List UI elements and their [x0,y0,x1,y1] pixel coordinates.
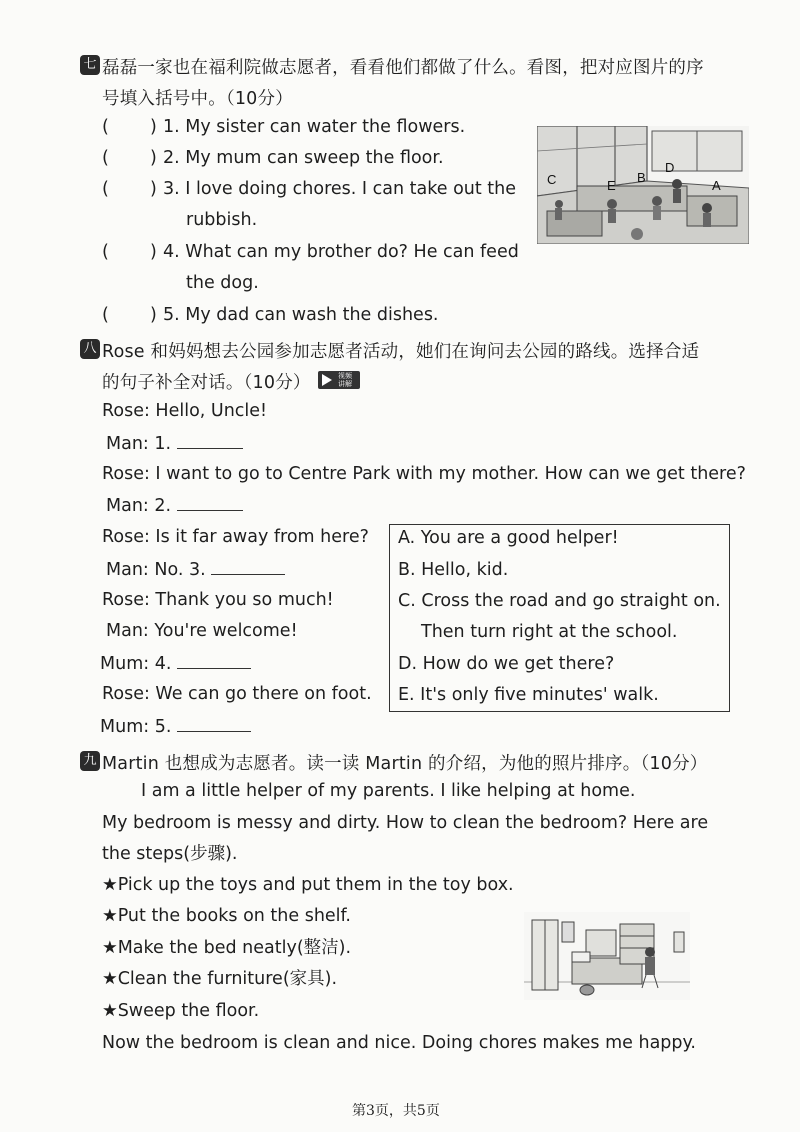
dialogue-line-4: Man: 2. [106,494,243,517]
dialogue-line-3: Rose: I want to go to Centre Park with my mother. How can we get there? [102,464,746,484]
passage-closing: Now the bedroom is clean and nice. Doing chores makes me happy. [102,1033,696,1053]
answer-blank-3[interactable] [211,558,285,575]
page-footer: 第3页，共5页 [352,1103,440,1119]
item-3-cont: rubbish. [186,210,258,230]
section-9-title: Martin 也想成为志愿者。读一读 Martin 的介绍，为他的照片排序。（10分） [102,754,708,774]
picture-label-a: A [712,178,721,193]
option-c: C. Cross the road and go straight on. [398,591,721,611]
item-5: 5. My dad can wash the dishes. [163,305,439,325]
option-b: B. Hello, kid. [398,560,509,580]
section-7-title-line2: 号填入括号中。（10分） [102,89,293,109]
dialogue-line-8: Man: You're welcome! [106,621,298,641]
picture-label-e: E [607,178,616,193]
dialogue-line-2: Man: 1. [106,432,243,455]
answer-paren-close: ) [150,117,157,137]
section-8-badge: 八 [80,339,100,359]
step-2: ★Put the books on the shelf. [102,906,351,926]
answer-paren-close: ) [150,148,157,168]
answer-paren-open: ( [102,148,109,168]
passage-line-2: My bedroom is messy and dirty. How to clean the bedroom? Here are [102,813,709,833]
section-7-badge: 七 [80,55,100,75]
bedroom-illustration [524,912,690,1000]
section-9-badge: 九 [80,751,100,771]
passage-line-1: I am a little helper of my parents. I like helping at home. [141,781,636,801]
dialogue-line-11: Mum: 5. [100,715,251,738]
answer-paren-close: ) [150,179,157,199]
section-8-title-line2: 的句子补全对话。（10分） [102,373,311,393]
step-3: ★Make the bed neatly(整洁). [102,938,352,958]
step-4: ★Clean the furniture(家具). [102,969,338,989]
video-explain-button[interactable] [318,371,360,389]
item-1: 1. My sister can water the flowers. [163,117,466,137]
picture-label-c: C [547,172,557,187]
answer-blank-5[interactable] [177,715,251,732]
answer-paren-open: ( [102,179,109,199]
video-explain-label: 视频讲解 [338,372,352,388]
picture-label-d: D [665,160,675,175]
answer-blank-4[interactable] [177,652,251,669]
answer-blank-2[interactable] [177,494,243,511]
step-5: ★Sweep the floor. [102,1001,260,1021]
answer-paren-open: ( [102,305,109,325]
item-3: 3. I love doing chores. I can take out the [163,179,517,199]
dialogue-line-7: Rose: Thank you so much! [102,590,334,610]
play-icon [322,374,332,386]
section-7-title-line1: 磊磊一家也在福利院做志愿者，看看他们都做了什么。看图，把对应图片的序 [102,58,704,78]
option-a: A. You are a good helper! [398,528,619,548]
section-8-title-line1: Rose 和妈妈想去公园参加志愿者活动，她们在询问去公园的路线。选择合适 [102,342,700,362]
option-e: E. It's only five minutes' walk. [398,685,659,705]
picture-label-b: B [637,170,646,185]
answer-paren-close: ) [150,305,157,325]
item-4-cont: the dog. [186,273,259,293]
dialogue-line-10: Rose: We can go there on foot. [102,684,372,704]
item-4: 4. What can my brother do? He can feed [163,242,519,262]
dialogue-line-1: Rose: Hello, Uncle! [102,401,268,421]
answer-paren-close: ) [150,242,157,262]
answer-paren-open: ( [102,117,109,137]
answer-paren-open: ( [102,242,109,262]
dialogue-line-5: Rose: Is it far away from here? [102,527,369,547]
option-d: D. How do we get there? [398,654,615,674]
step-1: ★Pick up the toys and put them in the toy box. [102,875,514,895]
dialogue-line-6: Man: No. 3. [106,558,285,581]
option-c-cont: Then turn right at the school. [421,622,678,642]
passage-line-3: the steps(步骤). [102,844,238,864]
dialogue-line-9: Mum: 4. [100,652,251,675]
answer-blank-1[interactable] [177,432,243,449]
volunteer-scene-illustration [537,126,749,244]
item-2: 2. My mum can sweep the floor. [163,148,444,168]
